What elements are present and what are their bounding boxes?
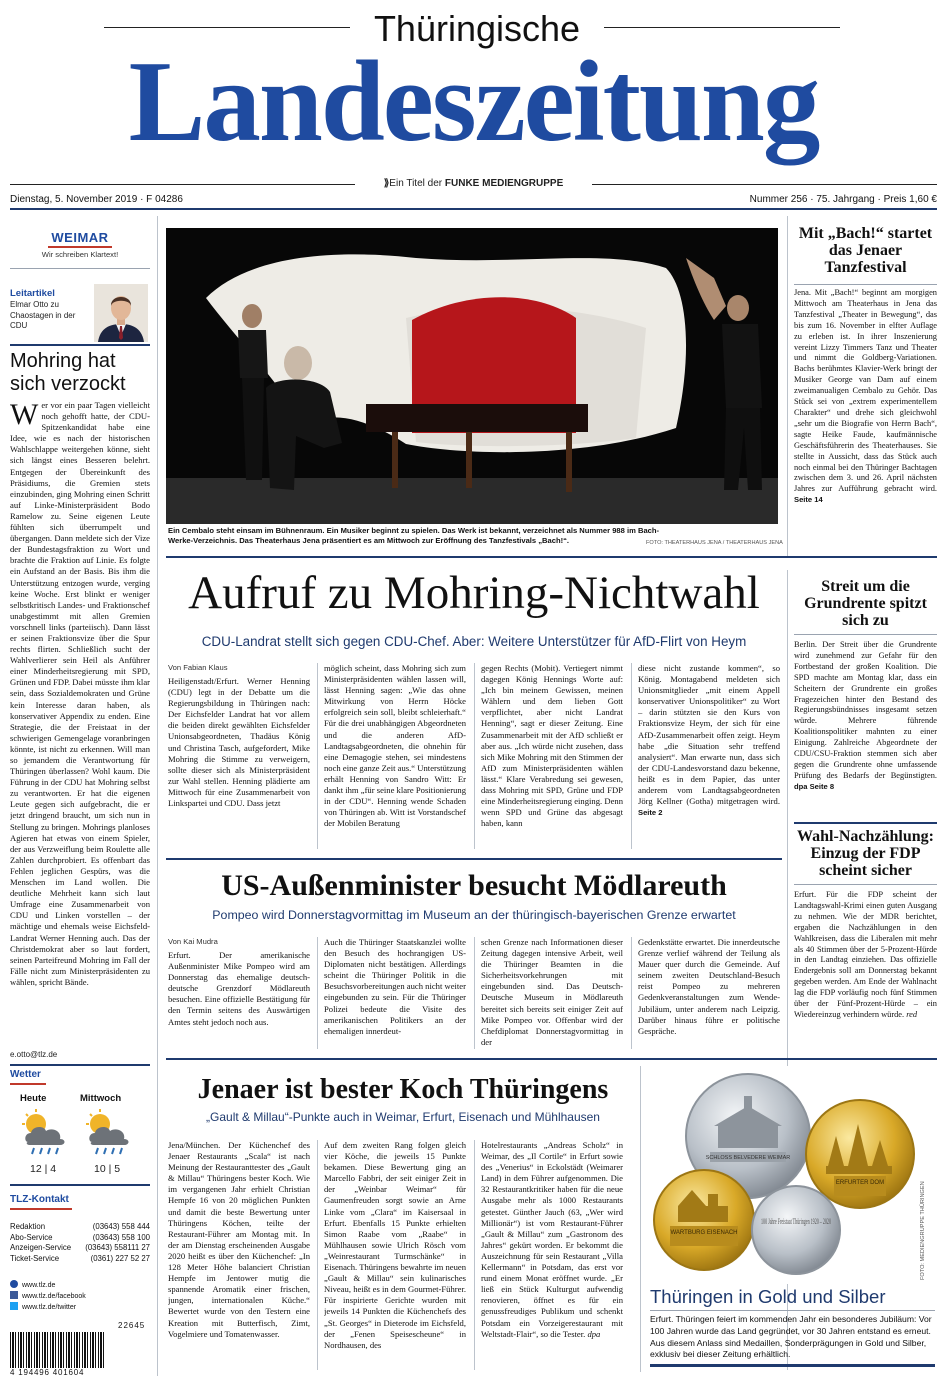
web-link-site[interactable]: www.tlz.de [10, 1280, 86, 1291]
column-divider [474, 663, 475, 849]
rain-cloud-icon [82, 1109, 134, 1157]
publisher-rule-right [592, 184, 937, 185]
divider [166, 556, 937, 558]
column-divider [474, 937, 475, 1049]
barcode-number: 4 194496 401604 [10, 1368, 85, 1377]
leitartikel-email: e.otto@tlz.de [10, 1050, 58, 1059]
koch-column-1: Jena/München. Der Küchenchef des Jenaer Restaurants „Scala“ ist nach Meinung der Restauranttester des „Gault & Millau“ Thüringens bester Koch. Wie im vergangenen Jahr erhielt Christian Hempfe 16 von 20 möglichen Punkten und damit die beste Bewertung unter Thüringens Köchen, teilte der Restaurant-Führer am Montag mit. In der am Dienstag erscheinenden Ausgabe 2020 heißt es über den Küchenchef: „In 128 Meter Höhe balanciert Christian Hempfe im Jentower mutig die spannende Aromatik einer frischen, jungen, internationalen Küche.“ Bewertet wurde von den Testern eine Kreation mit Butterfisch, Zimt, Vogelmiere und Tomatenwasser. [168, 1140, 310, 1339]
contact-row: Anzeigen-Service (03643) 558111 27 [10, 1243, 150, 1253]
bach-body: Jena. Mit „Bach!“ beginnt am morgigen Mittwoch am Theaterhaus in Jena das Tanzfestival „Theater in Bewegung“, das bis zum 16. November in elfter Auflage zu erleben ist. In ihrer Inszenierung vereint Lizzy Timmers Tanz und Theater und nimmt die Goldberg-Variationen. Bachs berühmtes Klavier-Werk bringt der Musiker George van Dam auf einem zweimanualigen Cembalo zu Gehör. Das Stück sei von „extrem experimentellem Charakter“ und drehe sich gleichwohl „sehr um die Biografie von Herrn Bach“, sagte Heike Faude, kaufmännische Geschäftsführerin des Theaterhauses. Sie stellte in Aussicht, dass das Stück auch noch einmal bei den Thüringer Bachtagen zwischen dem 3. und 26. April nächsten Jahres zur Aufführung gebracht wird. Seite 14 [794, 288, 937, 505]
contact-label-underline [10, 1208, 72, 1210]
bach-headline: Mit „Bach!“ startet das Jenaer Tanzfestival [798, 225, 933, 276]
cembalo-photo [166, 228, 778, 524]
pompeo-column-3: schen Grenze nach Informationen dieser Zeitung dagegen intensive Arbeit, weil die Thüringer Beamten in die Sicherheitsvorkehrungen mit eingebunden sind. Das Deutsch-Deutsche Museum in Mödlareuth bereitet sich bereits seit einiger Zeit auf Mike Pompeo vor. Offenbar wird der Chefdiplomat Donnerstagvormittag in der [481, 937, 623, 1047]
divider [166, 1058, 937, 1060]
column-divider [317, 1140, 318, 1370]
fdp-body: Erfurt. Für die FDP scheint der Landtagswahl-Krimi einen guten Ausgang zu nehmen. Wie der MDR berichtet, ergaben die Nachzählungen in den Wahlkreisen, dass die Liberalen mit mehr als 40 Stimmen über der 5-Prozent-Hürde in den Landtag einziehen. Das offizielle Endergebnis soll am Donnerstag bekannt gegeben werden. Am Ende der Wahlnacht lag die FDP vorläufig noch fünf Stimmen über der Fünf-Prozent-Hürde – ein Wiedereinzug verhindern würde. red [794, 890, 937, 1019]
pompeo-subhead: Pompeo wird Donnerstagvormittag im Museum an der thüringisch-bayerischen Grenze erwartet [212, 908, 736, 922]
divider [10, 1184, 150, 1186]
coin2-label: ERFURTER DOM [835, 1180, 885, 1186]
koch-subhead: „Gault & Millau“-Punkte auch in Weimar, Erfurt, Eisenach und Mühlhausen [206, 1110, 600, 1124]
pompeo-headline: US-Außenminister besucht Mödlareuth [221, 869, 727, 902]
koch-column-2: Auf dem zweiten Rang folgen gleich vier Köche, die jeweils 15 Punkte bekamen. Diese Bewertung ging an Marcello Fabbri, der seit einiger Zeit in der „Weinbar Weimar“ für Gaumenfreuden sorgt sowie an Arne Linke vom „Clara“ im Kaisersaal in Erfurt. Ebenfalls 15 Punkte erhielten Simon Raabe vom „Raabe“ in Mühlhausen sowie Ulrich Rösch vom „Weinrestaurant Turmschänke“ in Eisenach. Thüringens bewahrte im neuen „Gault & Millau“ sein kulinarisches Niveau, heißt es in dem Gourmet-Führer. Für inspirierte Gerichte wurden mit jeweils 14 Punkten die Küchenchefs des „St. Georges“ in Dieterode im Eichsfeld, der „Fenen Speisescheune“ in Nordhausen, des [324, 1140, 466, 1350]
coins-photo[interactable] [648, 1066, 916, 1284]
photo-credit: FOTO: THEATERHAUS JENA / THEATERHAUS JENA [646, 540, 783, 546]
divider [794, 284, 937, 285]
contact-table [10, 1222, 150, 1264]
coin4-label: 100 Jahre Freistaat Thüringen 1920 – 2020 [761, 1217, 831, 1226]
column-divider [317, 663, 318, 849]
coins-body: Erfurt. Thüringen feiert im kommenden Jahr ein besonderes Jubiläum: Vor 100 Jahren wurde das Land gegründet, vor 30 Jahren entstand es erneut. Aus diesem Anlass sind Medaillen, Sonderprägungen in Gold und Silber, exklusiv bei dieser Zeitung erhältlich. [650, 1314, 932, 1360]
weather-temp-tomorrow: 10 | 5 [94, 1163, 121, 1175]
publisher-rule-left [10, 184, 355, 185]
barcode [10, 1332, 105, 1368]
photo-caption: Ein Cembalo steht einsam im Bühnenraum. Ein Musiker beginnt zu spielen. Das Werk ist bekannt, verzeichnet als Nummer 988 im Bach-Werke-Verzeichnis. Das Theaterhaus Jena präsentiert es am Mittwoch zur Eröffnung des Tanzfestivals „Bach!“. [168, 526, 660, 546]
leitartikel-author: Elmar Otto zu Chaostagen in der CDU [10, 300, 76, 330]
masthead-title-top: Thüringische [373, 8, 581, 49]
leitartikel-label: Leitartikel [10, 288, 55, 299]
leitartikel-dropcap: W [10, 400, 39, 431]
lead-column-3: gegen Rechts (Mobit). Vertiegert nimmt dagegen König Hennings Worte auf: „Ich bin meinem Gewissen, meinen Wählern und dem lieben Gott verpflichtet, aber nicht Landrat Henning“, sagt er dieser Zeitung. Eine Zusammenarbeit mit der AfD schließt er aber aus. „Ich würde nicht zusehen, dass sich Mike Mohring mit den Stimmen der AfD zum Ministerpräsidenten wählen lässt.“ Klare Verabredung sei gewesen, dass Mohring mit SPD, Grüne und FDP eine Minderheitsregierung einging. Denn wenn SPD und Grüne das abgesagt haben, kann [481, 663, 623, 829]
koch-column-3: Hotelrestaurants „Andreas Scholz“ in Weimar, des „Il Cortile“ in Erfurt sowie des „Venerius“ in Eckolstädt (Weimarer Land) in dem Führer aufgenommen. Die 32 Restaurantkritiker haben für die neue Ausgabe mehr als 1000 Restaurants getestet. Günther Jauch (63, „Wer wird Millionär“) ist vom Restaurant-Führer „Gault & Millau“ zum „Gastronom des Jahres“ gekürt worden. Er bekommt die Auszeichnung für sein Restaurant „Villa Kellermann“ in Potsdam, das erst vor rund einem Monat eröffnet wurde. „Er ließ ein Stück Kulturgut aufwendig renovieren, öffnet es für ein genussfreudiges Publikum und schenkt Potsdam ein Vorzeigerestaurant mit Weltstadt-Flair“, so die Tester. dpa [481, 1140, 623, 1339]
koch-headline: Jenaer ist bester Koch Thüringens [197, 1074, 609, 1105]
weather-day-tomorrow: Mittwoch [80, 1093, 122, 1104]
fdp-headline: Wahl-Nachzählung: Einzug der FDP scheint sicher [797, 828, 934, 879]
date-line: Dienstag, 5. November 2019 · F 04286 [10, 194, 183, 205]
web-link-facebook[interactable]: www.tlz.de/facebook [10, 1291, 86, 1302]
divider [10, 1064, 150, 1066]
grundrente-headline: Streit um die Grundrente spitzt sich zu [804, 578, 927, 629]
lead-subhead: CDU-Landrat stellt sich gegen CDU-Chef. Aber: Weitere Unterstützer für AfD-Flirt von Heym [201, 634, 747, 649]
barcode-top-number: 22645 [118, 1321, 146, 1330]
masthead-title-main: Landeszeitung [128, 38, 819, 165]
lead-column-1: Heiligenstadt/Erfurt. Werner Henning (CDU) legt in der Debatte um die Regierungsbildung in Thüringen nach: Der Eichsfelder Landrat hat vor allem die beiden direkt gewählten Eichsfelder Unionsabgeordneten, Thadäus König und Christina Tasch, aufgefordert, Mike Mohring die Stimme zu verweigern, sollte dieser sich als Ministerpräsident zur Wahl stellen. Henning plädierte am Mittwoch für eine Zusammenarbeit von Linkspartei und CDU. Dass jetzt [168, 676, 310, 809]
masthead-rule-right [604, 27, 840, 28]
pompeo-byline: Von Kai Mudra [168, 937, 218, 946]
divider [650, 1310, 935, 1311]
column-divider [631, 663, 632, 849]
divider [794, 822, 937, 824]
web-link-twitter[interactable]: www.tlz.de/twitter [10, 1302, 86, 1313]
left-sidebar [10, 216, 150, 1376]
twitter-icon [10, 1302, 18, 1310]
contact-row: Abo-Service (03643) 558 100 [10, 1232, 150, 1242]
publisher-arrows-icon: ⟫ [383, 178, 390, 189]
rain-cloud-icon [18, 1109, 70, 1157]
column-divider [631, 937, 632, 1049]
lead-byline: Von Fabian Klaus [168, 663, 228, 672]
coins-credit: FOTO: MEDIENGRUPPE THÜRINGEN [920, 1181, 926, 1280]
leitartikel-headline: Mohring hat sich verzockt [10, 350, 126, 395]
weather-temp-today: 12 | 4 [30, 1163, 57, 1175]
weather-label: Wetter [10, 1069, 41, 1080]
publisher-line: ⟫Ein Titel der FUNKE MEDIENGRUPPE [383, 178, 564, 189]
edition-underline [48, 246, 112, 248]
column-divider [474, 1140, 475, 1370]
contact-row: Ticket-Service (0361) 227 52 27 [10, 1253, 150, 1263]
sidebar-divider [157, 216, 158, 1376]
lead-headline: Aufruf zu Mohring-Nichtwahl [188, 567, 760, 619]
column-divider [640, 1066, 641, 1372]
divider [10, 268, 150, 269]
author-portrait [94, 284, 148, 342]
divider [166, 858, 782, 860]
column-divider [317, 937, 318, 1049]
facebook-icon [10, 1291, 18, 1299]
masthead-rule-left [104, 27, 350, 28]
right-column-divider [787, 216, 788, 556]
lead-column-4: diese nicht zustande kommen“, so König. Montagabend meldeten sich Unionsmitglieder „mit einem Appell konservativer Unionspolitiker“ zu Wort – darin stützten sie den Kurs von Fraktionsvize Heym, der sich für eine AfD-Zusammenarbeit offen zeigt. Heym habe „die Situation sehr treffend analysiert“. Man erwarte nun, dass sich der CDU-Landesvorstand dazu bekenne, heißt es in dem Papier, das unter anderem vom Landtagsabgeordneten Jörg Kellner (Gotha) mitgetragen wird. Seite 2 [638, 663, 780, 818]
contact-row: Redaktion (03643) 558 444 [10, 1222, 150, 1231]
coins-bottom-rule [650, 1364, 935, 1367]
divider [794, 884, 937, 885]
edition-label: WEIMAR [51, 230, 109, 245]
pompeo-column-4: Gedenkstätte erwartet. Die innerdeutsche Grenze verlief während der Teilung als Mauer quer durch die Gemeinde. Auf seinem zweiten Deutschland-Besuch reist Pompeo zu mehreren Gedenkveranstaltungen zum Wende-Jubiläum, unter anderem nach Leipzig. Darüber hinaus führe er politische Gespräche. [638, 937, 780, 1036]
contact-label: TLZ-Kontakt [10, 1194, 69, 1205]
globe-icon [10, 1280, 18, 1288]
coin1-label: SCHLOSS BELVEDERE WEIMAR [705, 1155, 791, 1161]
masthead [0, 0, 947, 210]
pompeo-column-1: Erfurt. Der amerikanische Außenminister Mike Pompeo wird am Donnerstag das ehemalige deutsch-deutsche Grenzdorf Mödlareuth besuchen. Eine offizielle Bestätigung für den Termin seitens des Auswärtigen Amtes steht jedoch noch aus. [168, 950, 310, 1027]
leitartikel-body: Wer vor ein paar Tagen vielleicht noch gehofft hatte, der CDU-Spitzenkandidat habe eine Idee, wie es nach der historischen Wahlschlappe weitergehen könne, sieht sich längst eines Besseren belehrt. Entgegen der Übereinkunft des Präsidiums, die Gremien stets einzubinden, ging Mohring einen Schritt auf Linke-Ministerpräsident Bodo Ramelow zu. Seine eigenen Leute fühlten sich überrumpelt und übergangen. Dann meldete sich der Vize der Bundestagsfraktion zu Wort und brachte die Fraktion auf Linie. Es folgte ein Aufstand an der Basis. Bis ihm die Unterstützung entzogen wurde, verging keine Woche. Erst blinkt er weniger selbstkritisch Landes- und Fraktionschef unabgestimmt mit allen Gremien vorschnell links (parteiisch). Dann lässt er seinen Fraktionsvize über die Spur rechts flirten. Schließlich sucht der Wahlverlierer sein Heil als Anführer einer Minderheitsregierung mit SPD, Grünen und FDP. Dabei müsste ihm klar sein, dass Sozialdemokraten und Grüne kein Interesse daran haben, als konservativer Appendix zu enden. Eine Strategie, die der Freistaat in der schwierigen Gemengelage voranbringen könnte, ist nicht zu erkennen. Will man so jemandem die Verantwortung für Thüringen überlassen? Wohl kaum. Die Führung in der CDU hat Mohring selbst zu verantworten. Er hat die eigenen Leute gegen sich aufgebracht, die er jetzt dringend braucht, um sich nun in Stellung zu bringen. Mohrings planloses Agieren hat etwas von einem Spieler, der aus Verzweiflung beim Roulette alle Zahlen durchprobiert. Es offenbart das Fehlen jeglichen Gespürs, was die Menschen im Land wollen. Die deutliche Mehrheit kann sich laut Umfrage eine Zusammenarbeit von CDU und Linken vorstellen – der mächtige und ehemals weise Eichsfeld-Landrat Werner Henning auch. Das der Christdemokrat aber so laut fordert, seinen Parteifreund Mohring im Fall der Fälle nicht zum Ministerpräsidenten zu wählen, spricht Bände. [10, 400, 150, 987]
masthead-bottom-rule [10, 208, 937, 210]
pompeo-column-2: Auch die Thüringer Staatskanzlei wollte den Besuch des hochrangigen US-Diplomaten nicht bestätigen. Allerdings scheint die Thüringer Politik in die Besuchsvorbereitungen auch nicht weiter eingebunden zu sein. Für die Thüringer Polizei bedeute die Visite des amerikanischen Politikers an der ehemaligen innerdeut- [324, 937, 466, 1036]
divider [10, 344, 150, 346]
coin3-label: WARTBURG EISENACH [670, 1230, 738, 1236]
lead-column-2: möglich scheint, dass Mohring sich zum Ministerpräsidenten wählen lassen will, lässt Henning sagen: „Wie das ohne Mitwirkung von Herrn Höcke erfolgreich sein soll, bleibt schleierhaft.“ Für die drei unabhängigen Abgeordneten und die anderen AfD-Landtagsabgeordneten, die ohnehin für eine Demagogie stehen, sei mindestens noch eine ganze Zeit aus.“ Unterstützung erhält Henning von Sandro Witt: Er dankt ihm „für seine klare Positionierung in der CDU“. Henning wende Schaden von Thüringen ab. Witt ist Vorstandschef der Mobilen Beratung [324, 663, 466, 829]
divider [794, 634, 937, 635]
web-links [10, 1280, 86, 1313]
weather-label-underline [10, 1083, 46, 1085]
edition-slogan: Wir schreiben Klartext! [41, 250, 119, 259]
coins-headline[interactable]: Thüringen in Gold und Silber [650, 1286, 886, 1307]
issue-line: Nummer 256 · 75. Jahrgang · Preis 1,60 € [749, 194, 937, 205]
grundrente-body: Berlin. Der Streit über die Grundrente wird zunehmend zur Gefahr für den Fortbestand der großen Koalition. Die SPD machte am Montag klar, dass ein Scheitern der Grundrente ein großes Fragezeichen hinter den Bestand des Regierungsbündnisses insgesamt setzen würde. Mehrere führende Koalitionspolitiker mahnten zu einer Einigung. Zahlreiche Abgeordnete der CDU/CSU-Fraktion stemmen sich aber gegen die Grundrente ohne umfassende Prüfung des Bedarfs der Begünstigten. dpa Seite 8 [794, 640, 937, 791]
weather-day-today: Heute [20, 1093, 47, 1104]
